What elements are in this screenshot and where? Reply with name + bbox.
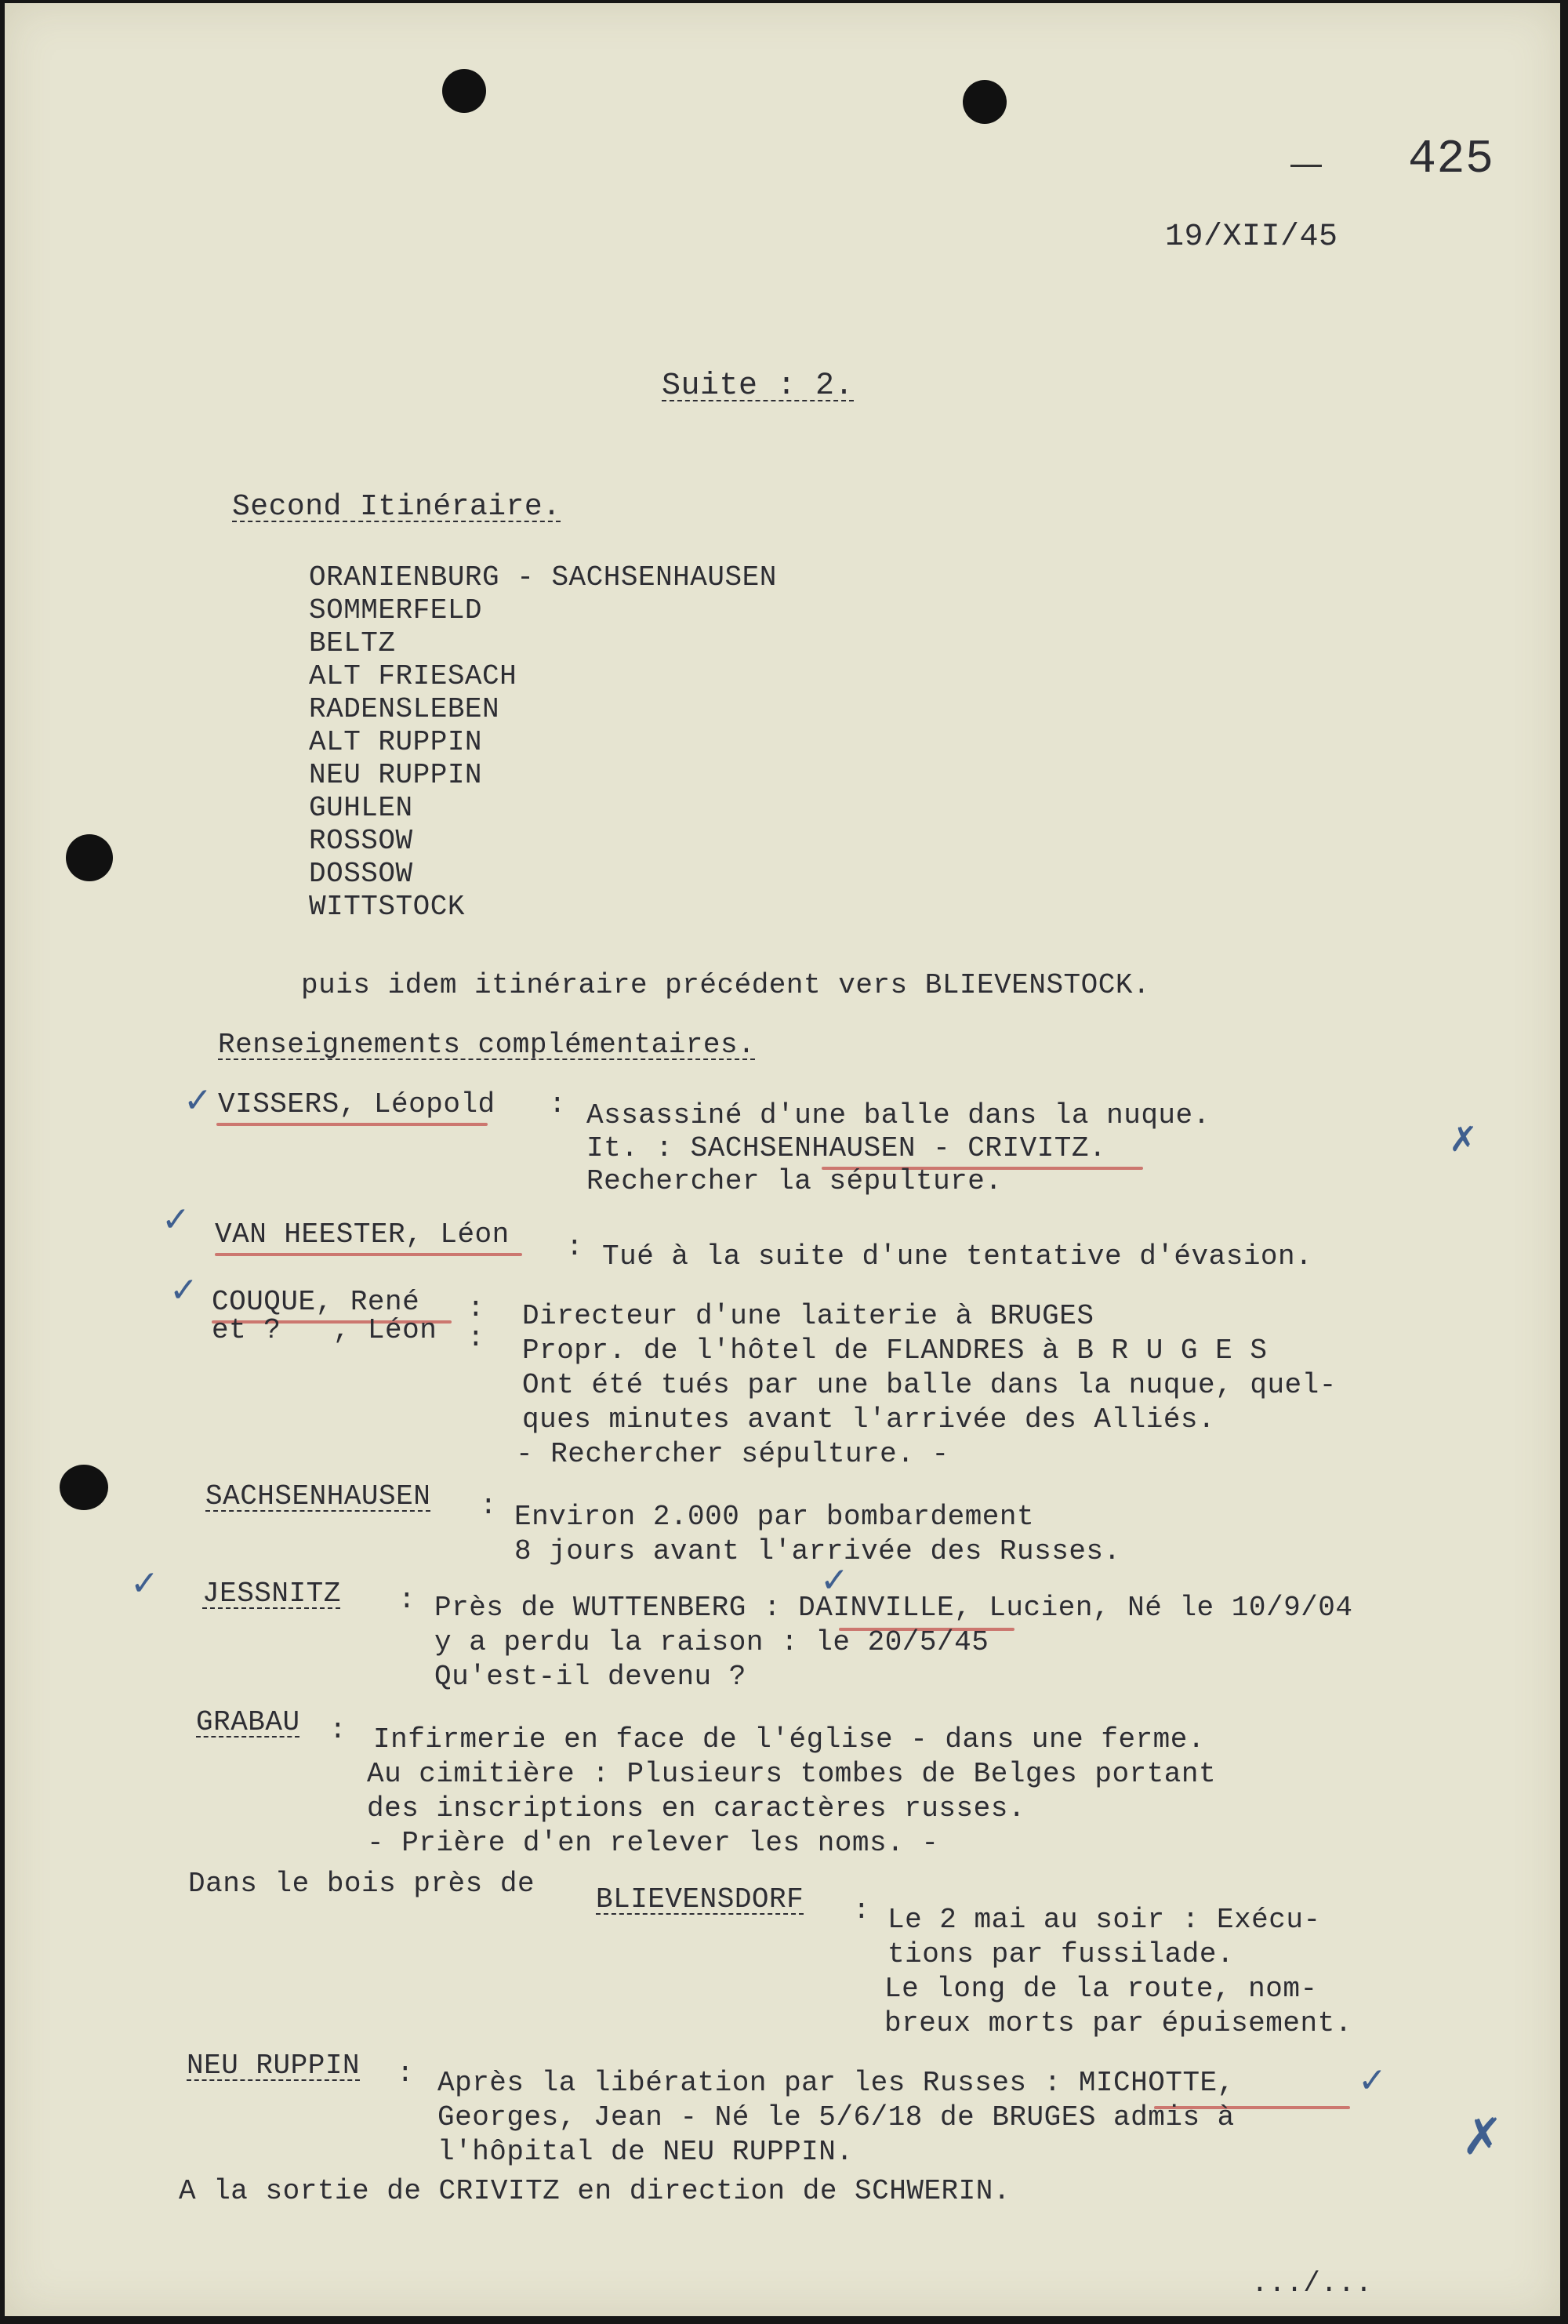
check-mark: ✓: [183, 1080, 212, 1120]
itinerary-place: SOMMERFELD: [309, 594, 483, 626]
check-mark: ✓: [162, 1200, 191, 1240]
punch-hole: [60, 1465, 108, 1510]
check-mark: ✓: [820, 1560, 849, 1600]
punch-hole: [442, 69, 486, 113]
itinerary-place: WITTSTOCK: [309, 891, 465, 923]
entry-line: ques minutes avant l'arrivée des Alliés.: [522, 1403, 1216, 1436]
cross-mark: ✗: [1449, 1120, 1478, 1160]
check-mark: ✓: [169, 1270, 198, 1310]
check-mark: ✓: [1358, 2061, 1387, 2101]
itinerary-place: ALT FRIESACH: [309, 660, 517, 692]
document-page: [5, 3, 1560, 2316]
entry-separator: :: [480, 1490, 498, 1522]
closing-line: A la sortie de CRIVITZ en direction de SCHWERIN.: [179, 2175, 1011, 2207]
itinerary-place: ALT RUPPIN: [309, 726, 483, 758]
entry-line: Au cimitière : Plusieurs tombes de Belges portant: [367, 1758, 1217, 1790]
page-number: 425: [1408, 133, 1494, 187]
punch-hole: [963, 80, 1007, 124]
cross-mark: ✗: [1461, 2108, 1504, 2166]
entry-line: Ont été tués par une balle dans la nuque, quel-: [522, 1369, 1337, 1401]
entry-separator: :: [329, 1714, 347, 1746]
entry-line: y a perdu la raison : le 20/5/45: [434, 1626, 989, 1658]
red-underline: [216, 1123, 488, 1126]
entry-line: Environ 2.000 par bombardement: [514, 1501, 1035, 1533]
entry-line: Le 2 mai au soir : Exécu-: [887, 1904, 1321, 1936]
entry-line: des inscriptions en caractères russes.: [367, 1792, 1025, 1825]
entry-name: et ? , Léon: [212, 1314, 437, 1346]
entry-line: breux morts par épuisement.: [884, 2007, 1352, 2039]
itinerary-place: ROSSOW: [309, 825, 413, 857]
entry-line: Infirmerie en face de l'église - dans une ferme.: [373, 1723, 1205, 1756]
entry-line: Qu'est-il devenu ?: [434, 1661, 746, 1693]
entry-name: VAN HEESTER, Léon: [215, 1218, 510, 1251]
page-title: Suite : 2.: [662, 369, 855, 404]
entry-separator: :: [853, 1894, 871, 1926]
itinerary-place: ORANIENBURG - SACHSENHAUSEN: [309, 561, 777, 594]
entry-name: COUQUE, René: [212, 1286, 420, 1318]
entry-line: Le long de la route, nom-: [884, 1973, 1318, 2005]
entry-line: Tué à la suite d'une tentative d'évasion.: [602, 1240, 1313, 1273]
entry-line: - Rechercher sépulture. -: [516, 1438, 949, 1470]
itinerary-place: DOSSOW: [309, 858, 413, 890]
entry-separator: :: [398, 1584, 416, 1616]
entry-separator: :: [549, 1088, 567, 1120]
entry-place: BLIEVENSDORF: [596, 1883, 804, 1915]
check-mark: ✓: [130, 1563, 159, 1603]
entry-place: NEU RUPPIN: [187, 2050, 361, 2082]
itinerary-place: BELTZ: [309, 627, 396, 659]
entry-separator: :: [467, 1292, 485, 1324]
entry-lead: Dans le bois près de: [188, 1868, 535, 1900]
entry-line: Rechercher la sépulture.: [586, 1165, 1003, 1197]
entry-line: tions par fussilade.: [887, 1938, 1235, 1970]
entry-place: SACHSENHAUSEN: [205, 1480, 431, 1512]
stamp-dash: [1290, 165, 1322, 167]
entry-line: Près de WUTTENBERG : DAINVILLE, Lucien, Né le 10/9/04: [434, 1592, 1353, 1624]
red-underline: [215, 1253, 522, 1256]
itinerary-closing: puis idem itinéraire précédent vers BLIEVENSTOCK.: [301, 969, 1151, 1001]
entry-separator: :: [467, 1322, 485, 1354]
document-date: 19/XII/45: [1165, 220, 1338, 255]
itinerary-place: NEU RUPPIN: [309, 759, 483, 791]
entry-place: JESSNITZ: [202, 1578, 341, 1610]
entry-place: GRABAU: [196, 1706, 300, 1738]
entry-line: l'hôpital de NEU RUPPIN.: [437, 2136, 854, 2168]
entry-line: Propr. de l'hôtel de FLANDRES à B R U G E S: [522, 1334, 1268, 1367]
entry-line: Assassiné d'une balle dans la nuque.: [586, 1099, 1210, 1131]
entry-line: Directeur d'une laiterie à BRUGES: [522, 1300, 1094, 1332]
info-heading: Renseignements complémentaires.: [218, 1029, 756, 1061]
itinerary-place: RADENSLEBEN: [309, 693, 500, 725]
entry-separator: :: [566, 1231, 584, 1263]
punch-hole: [66, 834, 113, 881]
entry-line: Après la libération par les Russes : MICHOTTE,: [437, 2067, 1235, 2099]
itinerary-heading: Second Itinéraire.: [232, 490, 561, 524]
itinerary-place: GUHLEN: [309, 792, 413, 824]
entry-line: Georges, Jean - Né le 5/6/18 de BRUGES admis à: [437, 2101, 1235, 2133]
continuation-mark: .../...: [1251, 2268, 1373, 2300]
entry-line: 8 jours avant l'arrivée des Russes.: [514, 1535, 1121, 1567]
entry-name: VISSERS, Léopold: [218, 1088, 495, 1120]
entry-line: It. : SACHSENHAUSEN - CRIVITZ.: [586, 1132, 1107, 1164]
entry-line: - Prière d'en relever les noms. -: [367, 1827, 939, 1859]
entry-separator: :: [397, 2057, 415, 2090]
